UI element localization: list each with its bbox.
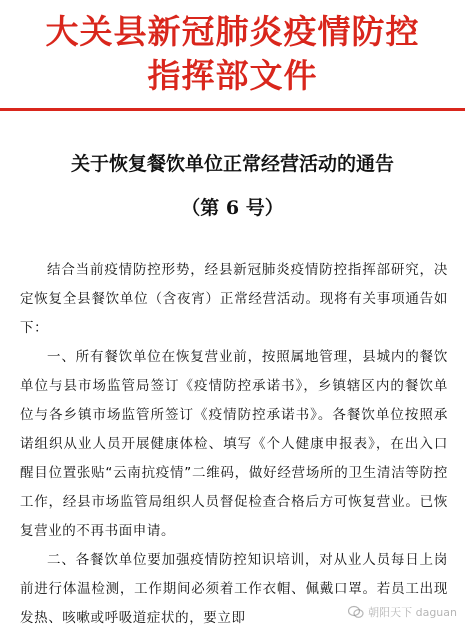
document-header-line1: 大关县新冠肺炎疫情防控 <box>45 12 420 51</box>
notice-number: （第 6 号） <box>181 197 284 219</box>
paragraph-item-2: 二、各餐饮单位要加强疫情防控知识培训，对从业人员每日上岗前进行体温检测，工作期间必须着工作衣帽、佩戴口罩。若员工出现发热、咳嗽或呼吸道症状的，要立即 <box>20 552 448 626</box>
notice-title: 关于恢复餐饮单位正常经营活动的通告 <box>70 153 394 175</box>
wechat-icon <box>348 605 364 619</box>
watermark <box>348 604 457 620</box>
watermark-text: 朝阳天下 daguan <box>368 606 457 619</box>
header-divider <box>0 108 465 111</box>
paragraph-item-1: 一、所有餐饮单位在恢复营业前，按照属地管理，县城内的餐饮单位与县市场监管局签订《疫情防控承诺书》，乡镇辖区内的餐饮单位与各乡镇市场监管所签订《疫情防控承诺书》。各餐饮单位按照承诺组织从业人员开展健康体检、填写《个人健康申报表》，在出入口醒目位置张贴“云南抗疫情”二维码，做好经营场所的卫生清洁等防控工作，经县市场监管局组织人员督促检查合格后方可恢复营业。已恢复营业的不再书面申请。 <box>20 349 448 539</box>
notice-body <box>20 256 448 633</box>
paragraph-intro: 结合当前疫情防控形势，经县新冠肺炎疫情防控指挥部研究，决定恢复全县餐饮单位（含夜宵）正常经营活动。现将有关事项通告如下： <box>20 262 448 336</box>
document-header-line2: 指挥部文件 <box>147 56 318 95</box>
